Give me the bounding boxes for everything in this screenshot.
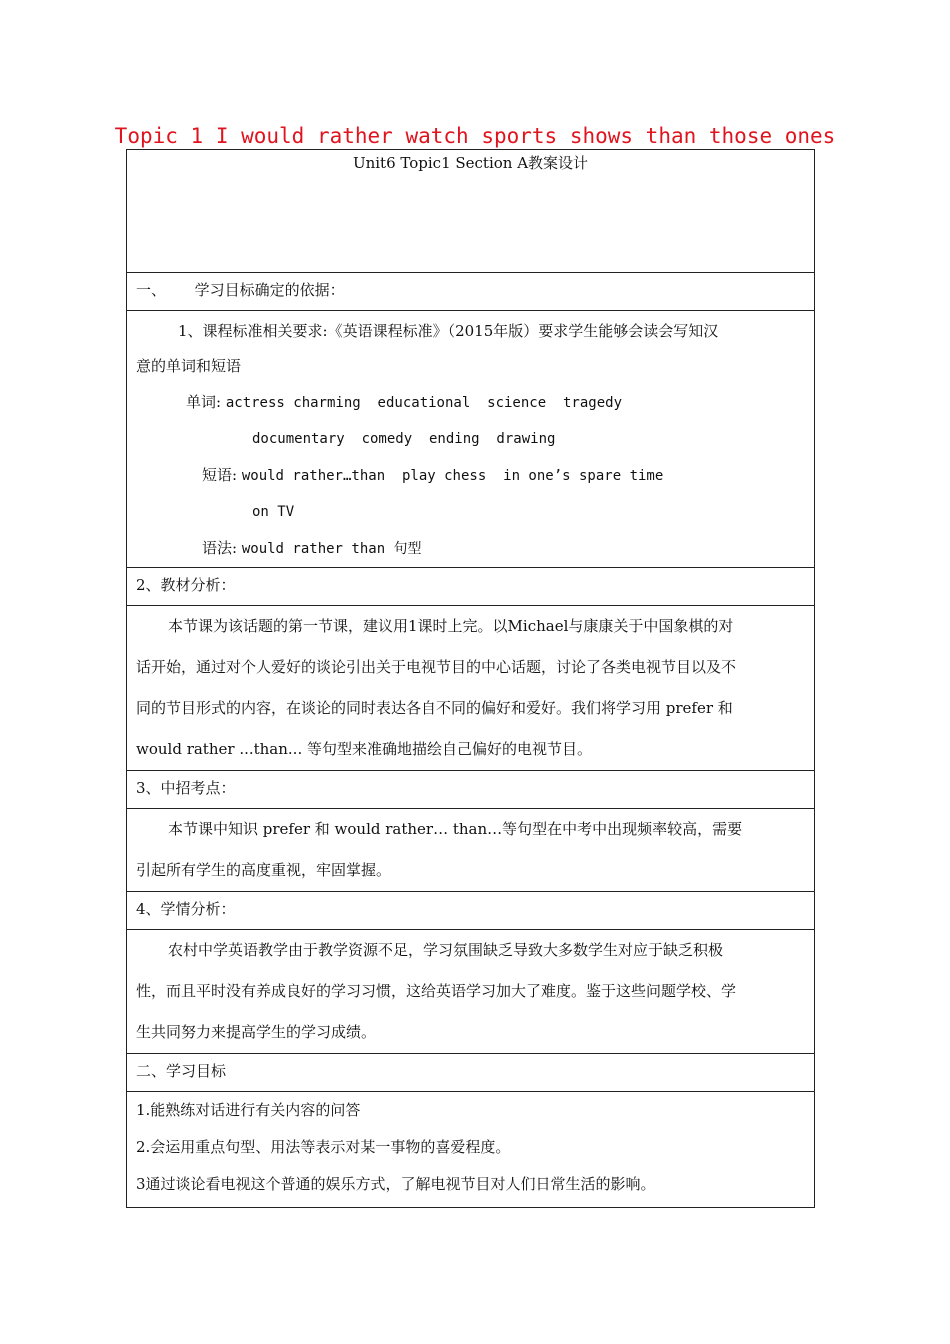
phrases-label: 短语: [202, 466, 238, 484]
grammar-line [136, 530, 805, 567]
material-line-3: 同的节目形式的内容，在谈论的同时表达各自不同的偏好和爱好。我们将学习用 prefer 和 [136, 699, 733, 717]
curriculum-row [127, 311, 815, 568]
exam-line-2: 引起所有学生的高度重视，牢固掌握。 [136, 861, 392, 879]
section3-heading-row [127, 771, 815, 809]
curriculum-line-2: 意的单词和短语 [136, 357, 242, 375]
grammar-text: would rather than 句型 [241, 541, 422, 557]
section1-heading: 一、 学习目标确定的依据： [127, 273, 815, 311]
objective-item: 2.会运用重点句型、用法等表示对某一事物的喜爱程度。 [136, 1138, 511, 1156]
student-line-2: 性，而且平时没有养成良好的学习习惯，这给英语学习加大了难度。鉴于这些问题学校、学 [136, 982, 737, 1000]
objectives-cell [127, 1092, 815, 1208]
words-list-1: actress charming educational science tragedy [225, 395, 622, 411]
phrases-list-2: on TV [252, 504, 295, 520]
material-line-4: would rather ...than... 等句型来准确地描绘自己偏好的电视节目。 [136, 740, 592, 758]
section2-heading: 2、教材分析： [127, 568, 815, 606]
section4-heading: 4、学情分析： [127, 892, 815, 930]
exam-points-cell [127, 809, 815, 892]
exam-line-1: 本节课中知识 prefer 和 would rather… than…等句型在中考中出现频率较高，需要 [168, 820, 743, 838]
exam-points-row [127, 809, 815, 892]
curriculum-cell [127, 311, 815, 568]
section2-heading-row [127, 568, 815, 606]
words-list-2: documentary comedy ending drawing [252, 431, 556, 447]
student-analysis-row [127, 930, 815, 1054]
objectives-row [127, 1092, 815, 1208]
student-line-1: 农村中学英语教学由于教学资源不足，学习氛围缺乏导致大多数学生对应于缺乏积极 [168, 941, 724, 959]
objective-item: 3通过谈论看电视这个普通的娱乐方式，了解电视节目对人们日常生活的影响。 [136, 1175, 656, 1193]
phrases-list-1: would rather…than play chess in one’s spare time [241, 468, 664, 484]
student-analysis-cell [127, 930, 815, 1054]
words-label: 单词: [186, 393, 222, 411]
section5-heading: 二、学习目标 [127, 1054, 815, 1092]
lesson-plan-header: Unit6 Topic1 Section A教案设计 [352, 154, 589, 172]
grammar-label: 语法: [202, 539, 238, 557]
material-line-1: 本节课为该话题的第一节课，建议用1课时上完。以Michael与康康关于中国象棋的对 [168, 617, 734, 635]
phrases-line-1 [136, 457, 805, 494]
section4-heading-row [127, 892, 815, 930]
material-line-2: 话开始，通过对个人爱好的谈论引出关于电视节目的中心话题，讨论了各类电视节目以及不 [136, 658, 737, 676]
section1-heading-row [127, 273, 815, 311]
curriculum-line-1: 1、课程标准相关要求:《英语课程标准》（2015年版）要求学生能够会读会写知汉 [178, 322, 719, 340]
header-cell [127, 150, 815, 273]
objective-item: 1.能熟练对话进行有关内容的问答 [136, 1101, 361, 1119]
section5-heading-row [127, 1054, 815, 1092]
section3-heading: 3、中招考点： [127, 771, 815, 809]
words-line-1 [136, 384, 805, 421]
material-analysis-row [127, 606, 815, 771]
student-line-3: 生共同努力来提高学生的学习成绩。 [136, 1023, 377, 1041]
document-title: Topic 1 I would rather watch sports shows than those ones [114, 124, 836, 148]
header-row [127, 150, 815, 273]
material-analysis-cell [127, 606, 815, 771]
lesson-plan-table [126, 149, 815, 1208]
